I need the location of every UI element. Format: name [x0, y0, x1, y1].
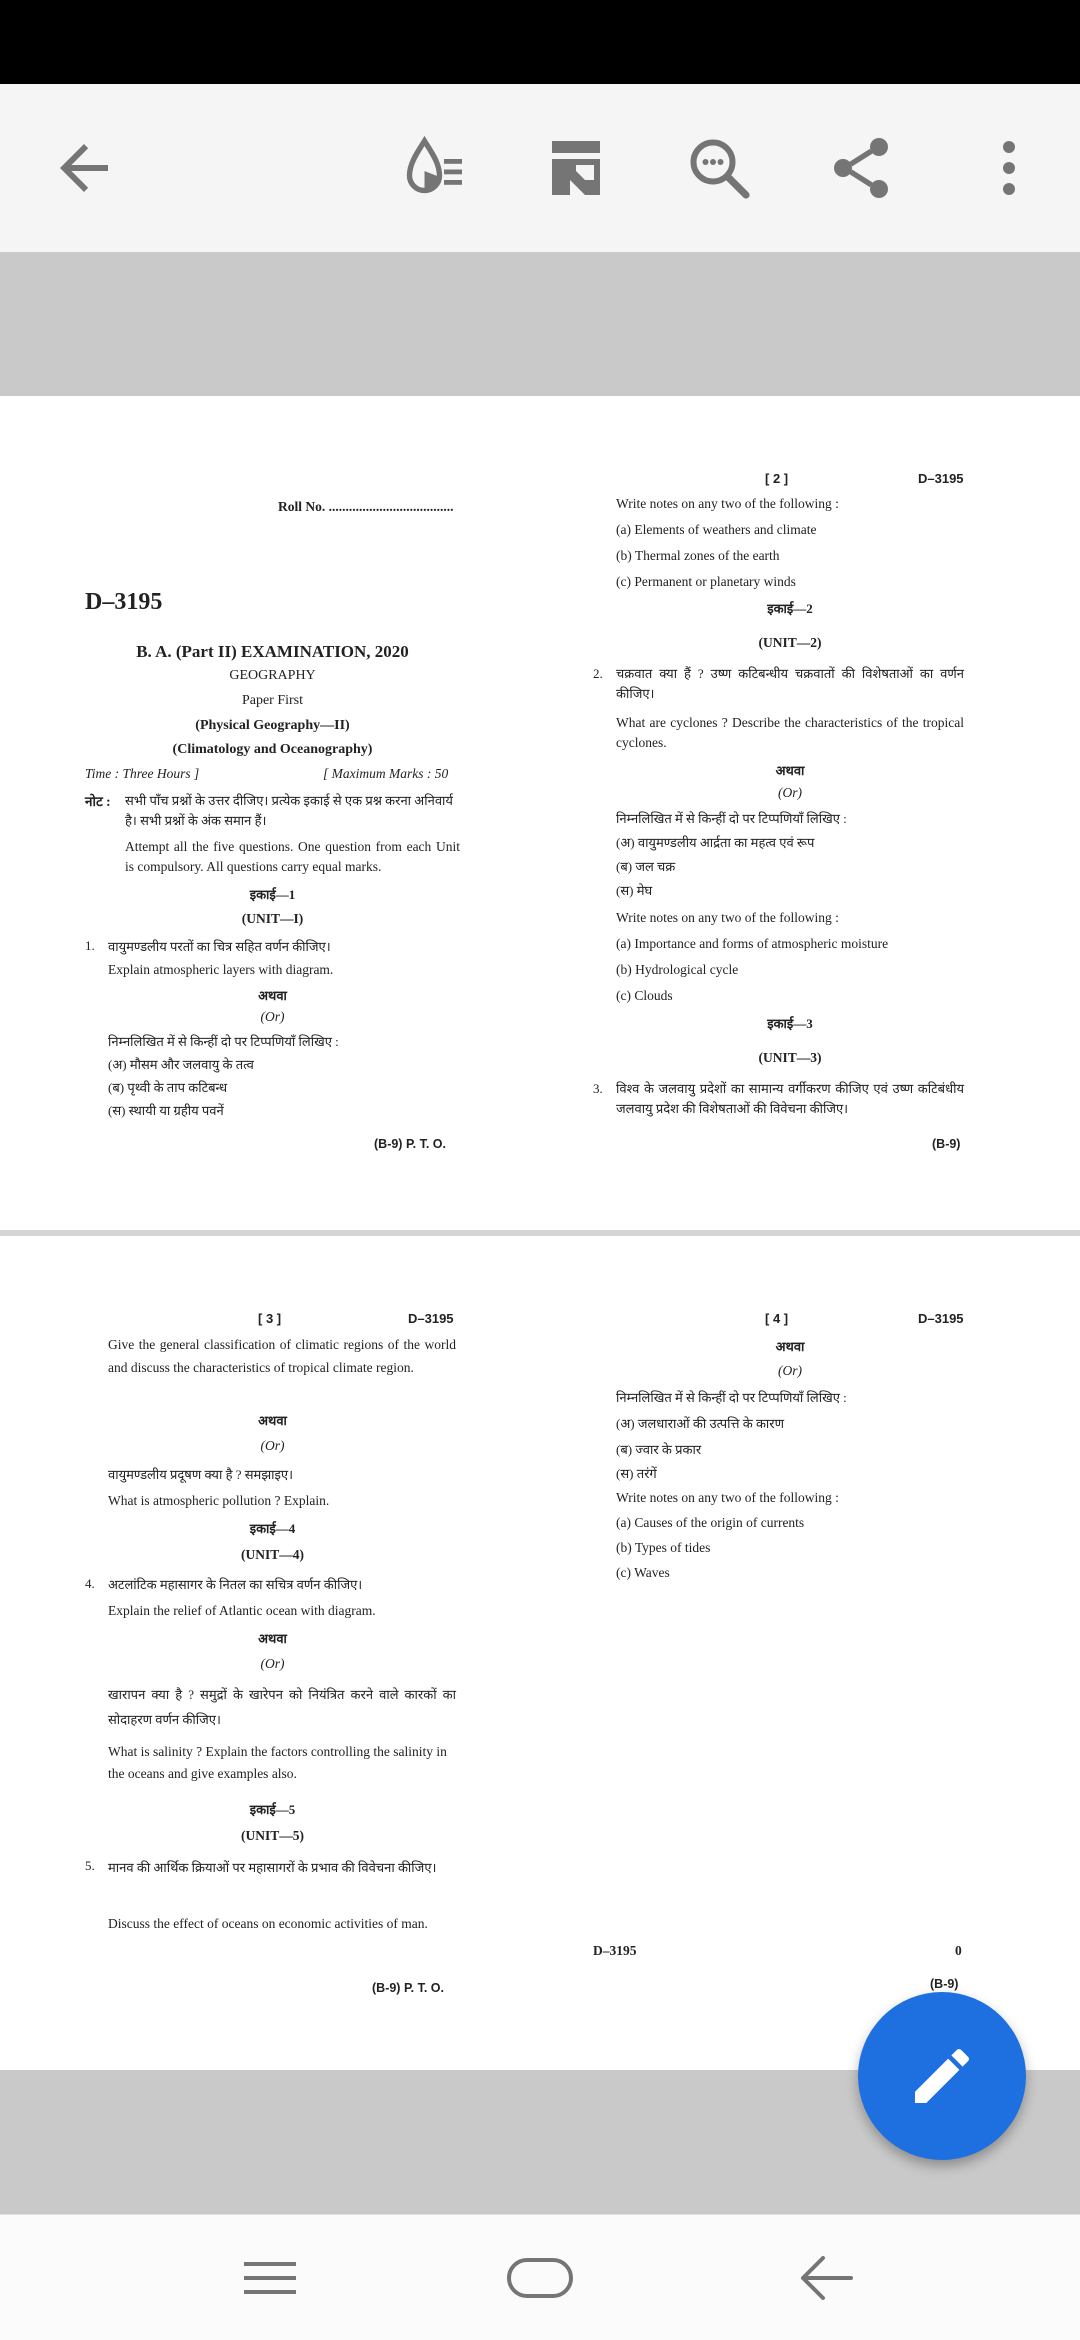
or-english: (Or)	[260, 1438, 285, 1453]
paper-subtitle: (Climatology and Oceanography)	[172, 742, 373, 757]
document-page-1[interactable]	[0, 396, 1080, 1230]
salinity-question-english: What is salinity ? Explain the factors controlling the salinity in the oceans and give examples also.	[108, 1744, 447, 1782]
unit-2-english: (UNIT—2)	[758, 635, 822, 650]
ink-drop-icon[interactable]	[396, 129, 474, 207]
notes-instruction-hindi: निम्नलिखित में से किन्हीं दो पर टिप्पणियाँ लिखिए :	[108, 1034, 339, 1049]
q3-hindi: विश्व के जलवायु प्रदेशों का सामान्य वर्गीकरण कीजिए एवं उष्ण कटिबंधीय जलवायु प्रदेश की विशेषताओं की विवेचना कीजिए।	[616, 1081, 964, 1116]
share-icon[interactable]	[822, 129, 900, 207]
recents-menu-icon[interactable]	[225, 2240, 315, 2316]
q2-english: What are cyclones ? Describe the characteristics of the tropical cyclones.	[616, 715, 964, 751]
option-c-hindi: (स) तरंगें	[616, 1466, 657, 1481]
or-english: (Or)	[778, 785, 802, 800]
page-footer: (B-9) P. T. O.	[372, 1981, 445, 1995]
option-c-2: (c) Clouds	[616, 988, 673, 1003]
paper-number: Paper First	[241, 693, 304, 708]
unit-3-hindi: इकाई—3	[767, 1016, 813, 1031]
viewer-background	[0, 252, 1080, 396]
subject: GEOGRAPHY	[229, 668, 316, 683]
note-hindi: सभी पाँच प्रश्नों के उत्तर दीजिए। प्रत्येक इकाई से एक प्रश्न करना अनिवार्य है। सभी प्रश्नों के अंक समान हैं।	[125, 793, 453, 828]
pollution-question-english: What is atmospheric pollution ? Explain.	[108, 1493, 330, 1508]
more-vert-icon[interactable]	[970, 129, 1048, 207]
note-label: नोट :	[85, 794, 111, 809]
or-hindi: अथवा	[775, 1339, 805, 1354]
option-a-hindi: (अ) मौसम और जलवायु के तत्व	[108, 1057, 254, 1072]
paper-code-header: D–3195	[408, 1311, 454, 1326]
or-hindi: अथवा	[775, 763, 805, 778]
end-zero: 0	[955, 1943, 962, 1958]
status-bar	[0, 0, 1080, 84]
roll-number: Roll No. .....................................	[278, 499, 454, 514]
notes-instruction-hindi: निम्नलिखित में से किन्हीं दो पर टिप्पणियाँ लिखिए :	[616, 811, 847, 826]
q4-english: Explain the relief of Atlantic ocean with diagram.	[108, 1603, 376, 1618]
q5-english: Discuss the effect of oceans on economic activities of man.	[108, 1916, 428, 1931]
paper-code-header: D–3195	[918, 471, 964, 486]
unit-5-hindi: इकाई—5	[249, 1802, 296, 1817]
paper-code: D–3195	[85, 589, 163, 615]
option-b-hindi: (ब) ज्वार के प्रकार	[616, 1442, 702, 1457]
option-a-2: (a) Importance and forms of atmospheric moisture	[616, 936, 889, 951]
option-b-hindi: (ब) पृथ्वी के ताप कटिबन्ध	[108, 1080, 228, 1095]
exam-title: B. A. (Part II) EXAMINATION, 2020	[136, 642, 409, 661]
q1-english: Explain atmospheric layers with diagram.	[108, 962, 334, 977]
q2-number: 2.	[593, 666, 603, 681]
option-b: (b) Types of tides	[616, 1540, 711, 1555]
unit-5-english: (UNIT—5)	[241, 1828, 304, 1843]
notes-instruction-hindi: निम्नलिखित में से किन्हीं दो पर टिप्पणियाँ लिखिए :	[616, 1390, 847, 1405]
back-arrow-icon[interactable]	[45, 129, 123, 207]
page-footer: (B-9) P. T. O.	[374, 1137, 447, 1151]
q3-english: Give the general classification of climatic regions of the world and discuss the characteristics of tropical climate region.	[108, 1337, 456, 1375]
page-number: [ 3 ]	[258, 1311, 282, 1326]
or-english: (Or)	[260, 1009, 285, 1024]
q5-hindi: मानव की आर्थिक क्रियाओं पर महासागरों के प्रभाव की विवेचना कीजिए।	[108, 1860, 437, 1875]
unit-4-english: (UNIT—4)	[241, 1547, 304, 1562]
page-footer: (B-9)	[932, 1137, 961, 1151]
option-a-hindi: (अ) वायुमण्डलीय आर्द्रता का महत्व एवं रूप	[616, 835, 815, 850]
unit-2-hindi: इकाई—2	[767, 601, 813, 616]
marks-label: [ Maximum Marks : 50	[323, 766, 449, 781]
or-hindi: अथवा	[258, 1413, 287, 1428]
paper-title: (Physical Geography—II)	[195, 718, 350, 733]
q4-hindi: अटलांटिक महासागर के नितल का सचित्र वर्णन कीजिए।	[108, 1577, 363, 1592]
salinity-question-hindi: खारापन क्या है ? समुद्रों के खारेपन को नियंत्रित करने वाले कारकों का सोदाहरण वर्णन कीजिए।	[108, 1687, 456, 1727]
system-nav-bar	[0, 2214, 1080, 2340]
paper-code-header: D–3195	[918, 1311, 964, 1326]
option-c: (c) Permanent or planetary winds	[616, 574, 796, 589]
edit-pencil-icon	[906, 2040, 978, 2112]
page-footer: (B-9)	[930, 1977, 959, 1991]
write-notes-instruction-2: Write notes on any two of the following :	[616, 910, 839, 925]
option-a: (a) Elements of weathers and climate	[616, 522, 817, 537]
option-c: (c) Waves	[616, 1565, 670, 1580]
option-c-hindi: (स) मेघ	[616, 883, 653, 898]
page-number: [ 4 ]	[765, 1311, 789, 1326]
app-toolbar	[0, 84, 1080, 252]
edit-fab-button[interactable]	[858, 1992, 1026, 2160]
q2-hindi: चक्रवात क्या हैं ? उष्ण कटिबन्धीय चक्रवातों की विशेषताओं का वर्णन कीजिए।	[616, 666, 964, 701]
end-code: D–3195	[593, 1943, 637, 1958]
option-b-2: (b) Hydrological cycle	[616, 962, 739, 977]
option-c-hindi: (स) स्थायी या ग्रहीय पवनें	[108, 1103, 224, 1118]
document-page-2[interactable]	[0, 1236, 1080, 2070]
option-a-hindi: (अ) जलधाराओं की उत्पत्ति के कारण	[616, 1416, 785, 1431]
or-english-2: (Or)	[260, 1656, 285, 1671]
page-layout-icon[interactable]	[537, 129, 615, 207]
q3-number: 3.	[593, 1081, 603, 1096]
q1-number: 1.	[85, 938, 95, 953]
option-b-hindi: (ब) जल चक्र	[616, 859, 676, 874]
or-hindi-2: अथवा	[258, 1631, 287, 1646]
home-pill-icon[interactable]	[495, 2240, 585, 2316]
note-english: Attempt all the five questions. One question from each Unit is compulsory. All questions carry equal marks.	[125, 839, 460, 875]
q1-hindi: वायुमण्डलीय परतों का चित्र सहित वर्णन कीजिए।	[108, 939, 331, 954]
page-number: [ 2 ]	[765, 471, 789, 486]
unit-1-english: (UNIT—I)	[241, 911, 304, 926]
search-icon[interactable]	[680, 129, 758, 207]
pollution-question-hindi: वायुमण्डलीय प्रदूषण क्या है ? समझाइए।	[108, 1467, 294, 1482]
write-notes-instruction: Write notes on any two of the following :	[616, 1490, 839, 1505]
option-a: (a) Causes of the origin of currents	[616, 1515, 805, 1530]
q5-number: 5.	[85, 1858, 95, 1873]
time-label: Time : Three Hours ]	[85, 766, 200, 781]
write-notes-instruction: Write notes on any two of the following :	[616, 496, 839, 511]
unit-1-hindi: इकाई—1	[249, 887, 296, 902]
or-hindi: अथवा	[258, 988, 287, 1003]
option-b: (b) Thermal zones of the earth	[616, 548, 780, 563]
unit-3-english: (UNIT—3)	[758, 1050, 822, 1065]
back-icon[interactable]	[780, 2240, 870, 2316]
unit-4-hindi: इकाई—4	[249, 1521, 296, 1536]
q4-number: 4.	[85, 1576, 95, 1591]
or-english: (Or)	[778, 1363, 802, 1378]
